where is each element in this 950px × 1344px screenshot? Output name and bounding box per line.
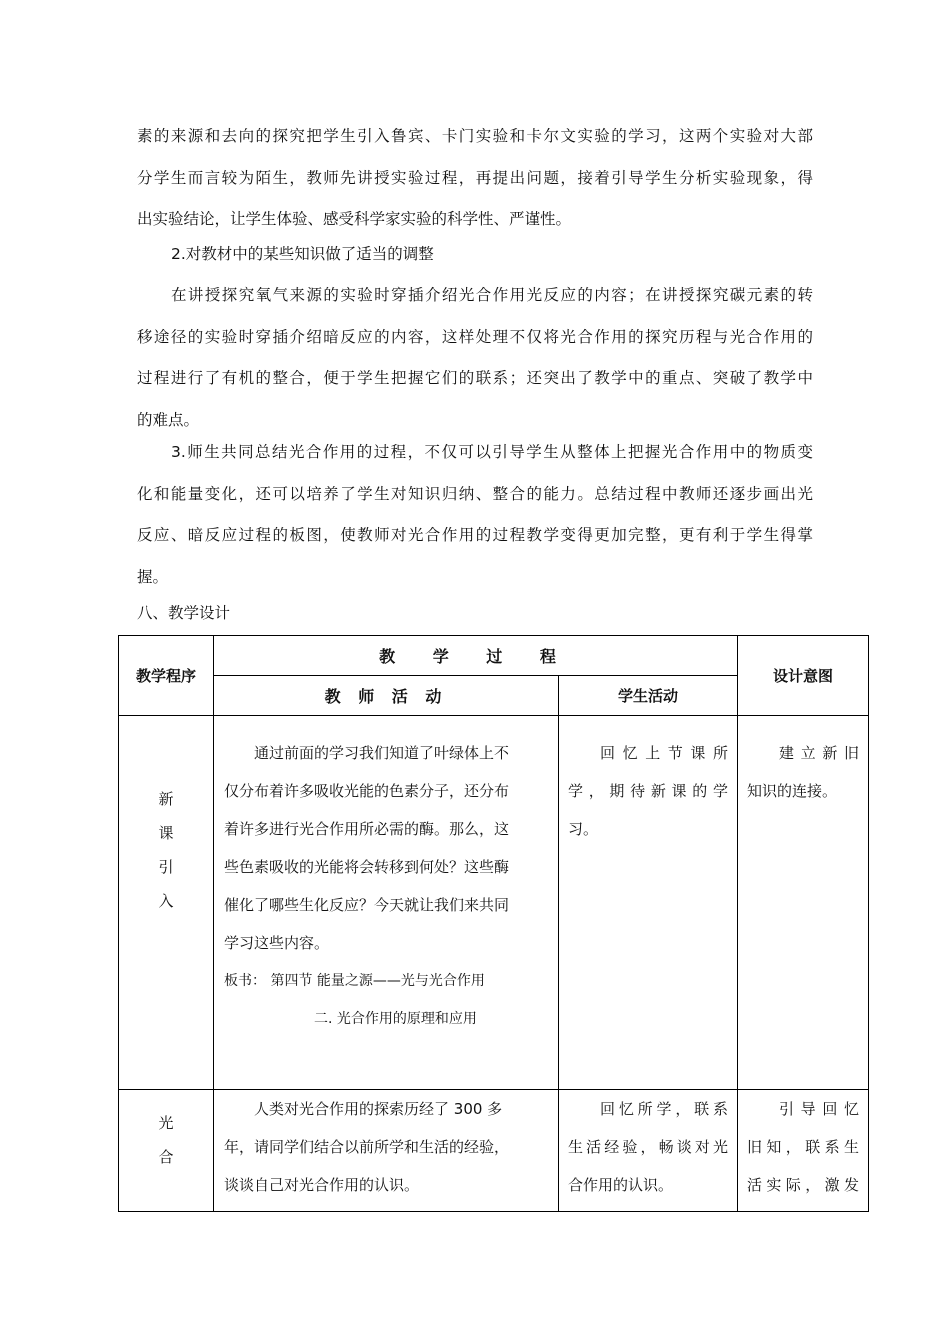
paragraph-4 <box>137 432 813 598</box>
text-line: 些色素吸收的光能将会转移到何处？这些酶 <box>224 858 510 876</box>
paragraph-2 <box>137 234 813 276</box>
text-line: 回忆上节课所 <box>600 744 728 762</box>
design-intent-cell <box>738 1090 869 1212</box>
text-line: 在讲授探究氧气来源的实验时穿插介绍光合作用光反应的内容；在讲授探究碳元素的转 <box>171 286 813 304</box>
text-line: 习。 <box>568 820 599 838</box>
text-line: 仅分布着许多吸收光能的色素分子，还分布 <box>224 782 510 800</box>
header-process: 教 学 过 程 <box>214 636 738 676</box>
paragraph-3 <box>137 275 813 441</box>
header-teacher: 教 师 活 动 <box>214 676 559 716</box>
header-student: 学生活动 <box>559 676 738 716</box>
table-row <box>119 1090 869 1212</box>
text-line: 知识的连接。 <box>747 782 838 800</box>
text-line: 的难点。 <box>137 410 200 429</box>
text-line: 通过前面的学习我们知道了叶绿体上不 <box>254 744 510 762</box>
text-line: 着许多进行光合作用所必需的酶。那么，这 <box>224 820 510 838</box>
paragraph-1 <box>137 116 813 241</box>
text-line: 分学生而言较为陌生，教师先讲授实验过程，再提出问题，接着引导学生分析实验现象，得 <box>137 168 813 187</box>
student-activity-cell <box>559 716 738 1090</box>
stage-char: 光 <box>158 1114 174 1132</box>
blackboard-line: 板书： 第四节 能量之源——光与光合作用 <box>224 973 485 989</box>
stage-char: 课 <box>158 824 174 842</box>
table-row <box>119 716 869 1090</box>
text-line: 年，请同学们结合以前所学和生活的经验， <box>224 1138 510 1156</box>
text-line: 人类对光合作用的探索历经了 300 多 <box>254 1100 503 1118</box>
text-line: 学习这些内容。 <box>224 934 330 952</box>
text-line: 谈谈自己对光合作用的认识。 <box>224 1176 420 1194</box>
text-line: 合作用的认识。 <box>568 1176 674 1194</box>
teacher-activity-cell <box>214 716 559 1090</box>
text-line: 引导回忆 <box>779 1100 859 1118</box>
text-line: 回忆所学，联系 <box>600 1100 728 1118</box>
text-line: 化和能量变化，还可以培养了学生对知识归纳、整合的能力。总结过程中教师还逐步画出光 <box>137 484 813 503</box>
student-activity-cell <box>559 1090 738 1212</box>
stage-cell <box>119 716 214 1090</box>
design-intent-cell <box>738 716 869 1090</box>
stage-char: 合 <box>158 1148 174 1166</box>
text-line: 反应、暗反应过程的板图，使教师对光合作用的过程教学变得更加完整，更有利于学生得掌 <box>137 526 813 544</box>
stage-char: 引 <box>158 858 174 876</box>
text-line: 3.师生共同总结光合作用的过程，不仅可以引导学生从整体上把握光合作用中的物质变 <box>171 443 813 461</box>
text-line: 过程进行了有机的整合，便于学生把握它们的联系；还突出了教学中的重点、突破了教学中 <box>137 369 813 387</box>
text-line: 生活经验，畅谈对光 <box>568 1138 728 1156</box>
text-line: 活实际，激发 <box>747 1176 859 1194</box>
text-line: 催化了哪些生化反应？今天就让我们来共同 <box>224 896 510 914</box>
text-line: 移途径的实验时穿插介绍暗反应的内容，这样处理不仅将光合作用的探究历程与光合作用的 <box>137 327 813 346</box>
text-line: 旧知，联系生 <box>747 1138 859 1156</box>
text-line: 素的来源和去向的探究把学生引入鲁宾、卡门实验和卡尔文实验的学习，这两个实验对大部 <box>137 127 813 145</box>
text-line: 出实验结论，让学生体验、感受科学家实验的科学性、严谨性。 <box>137 210 572 228</box>
section-heading: 八、教学设计 <box>137 604 231 622</box>
stage-cell <box>119 1090 214 1212</box>
teaching-design-table <box>118 635 869 1212</box>
teacher-activity-cell <box>214 1090 559 1212</box>
text-line: 建立新旧 <box>779 744 859 762</box>
stage-char: 入 <box>158 892 174 910</box>
header-procedure: 教学程序 <box>119 636 214 716</box>
text-line: 握。 <box>137 567 169 586</box>
subheading-adjustment: 2.对教材中的某些知识做了适当的调整 <box>171 245 434 263</box>
text-line: 学，期待新课的学 <box>568 782 728 800</box>
blackboard-line: 二. 光合作用的原理和应用 <box>314 1011 477 1027</box>
stage-char: 新 <box>158 790 174 808</box>
header-intent: 设计意图 <box>738 636 869 716</box>
